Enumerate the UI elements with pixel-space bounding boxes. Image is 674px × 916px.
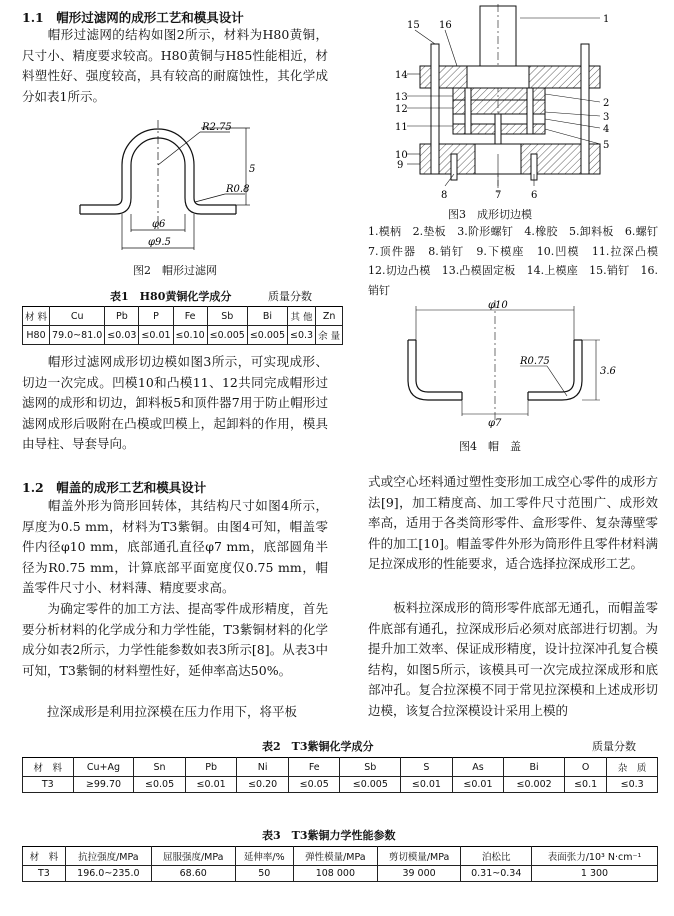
t3-h7: 表面张力/10³ N·cm⁻¹ [532, 847, 658, 866]
right-paragraph-1: 式或空心坯料通过塑性变形加工成空心零件的成形方法[9]，加工精度高、加工零件尺寸范围广、成形效率高，适用于各类筒形零件、盒形零件、复杂薄壁零件的加工[10]。帽盖零件外形为筒形件且零件材料满足拉深成形的性能要求，适合选择拉深成形工艺。 [368, 474, 658, 571]
t2-h11: 杂 质 [607, 758, 658, 777]
t2-h0: 材 料 [23, 758, 74, 777]
table-1-header-row [23, 307, 343, 326]
section-1-1-paragraph-2: 帽形过滤网成形切边模如图3所示，可实现成形、切边一次完成。凹模10和凸模11、12共同完成帽形过滤网的成形和切边，卸料板5和顶件器7用于防止帽形过滤网成形后吸附在凸模或凹模上，起卸料的作用，模具由导柱、导套导向。 [22, 354, 328, 451]
section-1-2-title: 1.2 帽盖的成形工艺和模具设计 [22, 480, 207, 495]
t3-c7: 1 300 [532, 866, 658, 882]
t1-c4: ≤0.10 [173, 326, 207, 345]
t2-c2: ≤0.05 [134, 777, 186, 793]
table-2-title: 表2 T3紫铜化学成分 [262, 740, 374, 753]
section-1-2-paragraph-2: 为确定零件的加工方法、提高零件成形精度，首先要分析材料的化学成分和力学性能，T3紫铜材料的化学成分如表2所示，力学性能参数如表3所示[8]。从表3中可知，T3紫铜的材料塑性好，延伸率高达50%。 [22, 601, 328, 678]
fig3-label-5: 5 [603, 140, 610, 151]
fig3-label-2: 2 [603, 98, 610, 109]
t1-h7: 其 他 [288, 307, 316, 326]
table-2-header-row [23, 758, 658, 777]
t2-h5: Fe [288, 758, 340, 777]
t2-c1: ≥99.70 [73, 777, 134, 793]
t3-h4: 弹性模量/MPa [294, 847, 378, 866]
table-1-title: 表1 H80黄铜化学成分 [110, 290, 232, 303]
t2-c6: ≤0.005 [340, 777, 401, 793]
t3-c5: 39 000 [377, 866, 461, 882]
section-1-2-paragraph-3: 拉深成形是利用拉深模在压力作用下，将平板 [22, 704, 298, 719]
t3-h2: 屈服强度/MPa [151, 847, 235, 866]
fig3-label-13: 13 [395, 92, 408, 103]
fig3-label-9: 9 [397, 160, 404, 171]
t2-h8: As [452, 758, 504, 777]
t1-c2: ≤0.03 [105, 326, 139, 345]
t1-h1: Cu [50, 307, 105, 326]
fig2-outer-diameter: φ9.5 [148, 237, 171, 248]
t1-c5: ≤0.005 [207, 326, 247, 345]
t2-h6: Sb [340, 758, 401, 777]
table-1-unit: 质量分数 [268, 290, 312, 303]
t1-h0: 材 料 [23, 307, 50, 326]
t2-h3: Pb [185, 758, 237, 777]
fig2-radius-top: R2.75 [202, 122, 232, 133]
table-3-header-row [23, 847, 658, 866]
fig3-label-7: 7 [495, 190, 502, 201]
t1-c0: H80 [23, 326, 50, 345]
fig2-inner-diameter: φ6 [152, 219, 166, 230]
t1-h6: Bi [247, 307, 287, 326]
t1-c7: ≤0.3 [288, 326, 316, 345]
t2-h4: Ni [237, 758, 289, 777]
figure-4-cap-drawing [392, 300, 662, 430]
t3-c0: T3 [23, 866, 66, 882]
t2-c3: ≤0.01 [185, 777, 237, 793]
t3-c6: 0.31~0.34 [461, 866, 532, 882]
t2-c5: ≤0.05 [288, 777, 340, 793]
t3-h3: 延伸率/% [235, 847, 293, 866]
t2-c9: ≤0.002 [504, 777, 565, 793]
table-1-data-row [23, 326, 343, 345]
t2-c11: ≤0.3 [607, 777, 658, 793]
fig4-radius: R0.75 [520, 356, 550, 367]
table-2-unit: 质量分数 [592, 740, 636, 753]
fig3-label-10: 10 [395, 150, 408, 161]
fig3-label-15: 15 [407, 20, 420, 31]
table-2-data-row [23, 777, 658, 793]
table-2 [22, 757, 658, 793]
fig3-label-12: 12 [395, 104, 408, 115]
t3-c3: 50 [235, 866, 293, 882]
figure-2-caption: 图2 帽形过滤网 [133, 264, 217, 277]
fig3-label-16: 16 [439, 20, 452, 31]
t1-h2: Pb [105, 307, 139, 326]
t2-h7: S [401, 758, 453, 777]
table-1 [22, 306, 343, 345]
t1-c3: ≤0.01 [139, 326, 173, 345]
t2-c4: ≤0.20 [237, 777, 289, 793]
t3-c2: 68.60 [151, 866, 235, 882]
fig3-label-6: 6 [531, 190, 538, 201]
t3-c4: 108 000 [294, 866, 378, 882]
fig3-label-1: 1 [603, 14, 610, 25]
t2-h9: Bi [504, 758, 565, 777]
fig2-radius-bottom: R0.8 [226, 184, 250, 195]
t2-c10: ≤0.1 [564, 777, 606, 793]
t3-h5: 剪切模量/MPa [377, 847, 461, 866]
fig3-label-4: 4 [603, 124, 610, 135]
fig4-height: 3.6 [600, 366, 616, 377]
t3-h1: 抗拉强度/MPa [65, 847, 151, 866]
figure-3-die-drawing [395, 4, 665, 204]
section-1-1-title: 1.1 帽形过滤网的成形工艺和模具设计 [22, 10, 244, 25]
table-3 [22, 846, 658, 882]
fig3-label-3: 3 [603, 112, 610, 123]
table-3-data-row [23, 866, 658, 882]
t2-c8: ≤0.01 [452, 777, 504, 793]
t3-c1: 196.0~235.0 [65, 866, 151, 882]
fig3-label-14: 14 [395, 70, 408, 81]
fig4-bottom-diameter: φ7 [488, 418, 502, 429]
section-1-1-paragraph-1: 帽形过滤网的结构如图2所示，材料为H80黄铜，尺寸小、精度要求较高。H80黄铜与H85性能相近，材料塑性好、强度较高，具有较高的耐腐蚀性，其化学成分如表1所示。 [22, 27, 328, 104]
t2-h2: Sn [134, 758, 186, 777]
table-3-title: 表3 T3紫铜力学性能参数 [262, 829, 396, 842]
fig2-height: 5 [249, 164, 256, 175]
t1-h3: P [139, 307, 173, 326]
t2-c7: ≤0.01 [401, 777, 453, 793]
fig3-label-11: 11 [395, 122, 408, 133]
t1-c6: ≤0.005 [247, 326, 287, 345]
t1-c8: 余 量 [316, 326, 343, 345]
section-1-2-paragraph-1: 帽盖外形为筒形回转体，其结构尺寸如图4所示，厚度为0.5 mm，材料为T3紫铜。由图4可知，帽盖零件内径φ10 mm，底部通孔直径φ7 mm，底部圆角半径为R0.75 mm，计算底部平面宽度仅0.75 mm，帽盖零件尺寸小、材料薄、精度要求高。 [22, 498, 328, 595]
t1-h5: Sb [207, 307, 247, 326]
t1-c1: 79.0~81.0 [50, 326, 105, 345]
t1-h4: Fe [173, 307, 207, 326]
figure-4-caption: 图4 帽 盖 [459, 440, 521, 453]
t3-h6: 泊松比 [461, 847, 532, 866]
t2-h1: Cu+Ag [73, 758, 134, 777]
fig3-label-8: 8 [441, 190, 448, 201]
t2-h10: O [564, 758, 606, 777]
figure-3-legend: 1.模柄 2.垫板 3.阶形螺钉 4.橡胶 5.卸料板 6.螺钉 7.顶件器 8.销钉 9.下模座 10.凹模 11.拉深凸模 12.切边凸模 13.凸模固定板 14.上模座 15.销钉 16.销钉 [368, 225, 669, 297]
t3-h0: 材 料 [23, 847, 66, 866]
t2-c0: T3 [23, 777, 74, 793]
t1-h8: Zn [316, 307, 343, 326]
fig4-top-diameter: φ10 [488, 300, 508, 311]
right-paragraph-2: 板料拉深成形的筒形零件底部无通孔，而帽盖零件底部有通孔，拉深成形后必须对底部进行切割。为提升加工效率、保证成形精度，设计拉深冲孔复合模结构，如图5所示，该模具可一次完成拉深成形和底部冲孔。复合拉深模不同于常见拉深模和上述成形切边模，该复合拉深模设计采用上模的 [368, 600, 658, 718]
figure-3-caption: 图3 成形切边模 [448, 208, 532, 221]
figure-2-hat-filter-drawing [60, 110, 320, 260]
